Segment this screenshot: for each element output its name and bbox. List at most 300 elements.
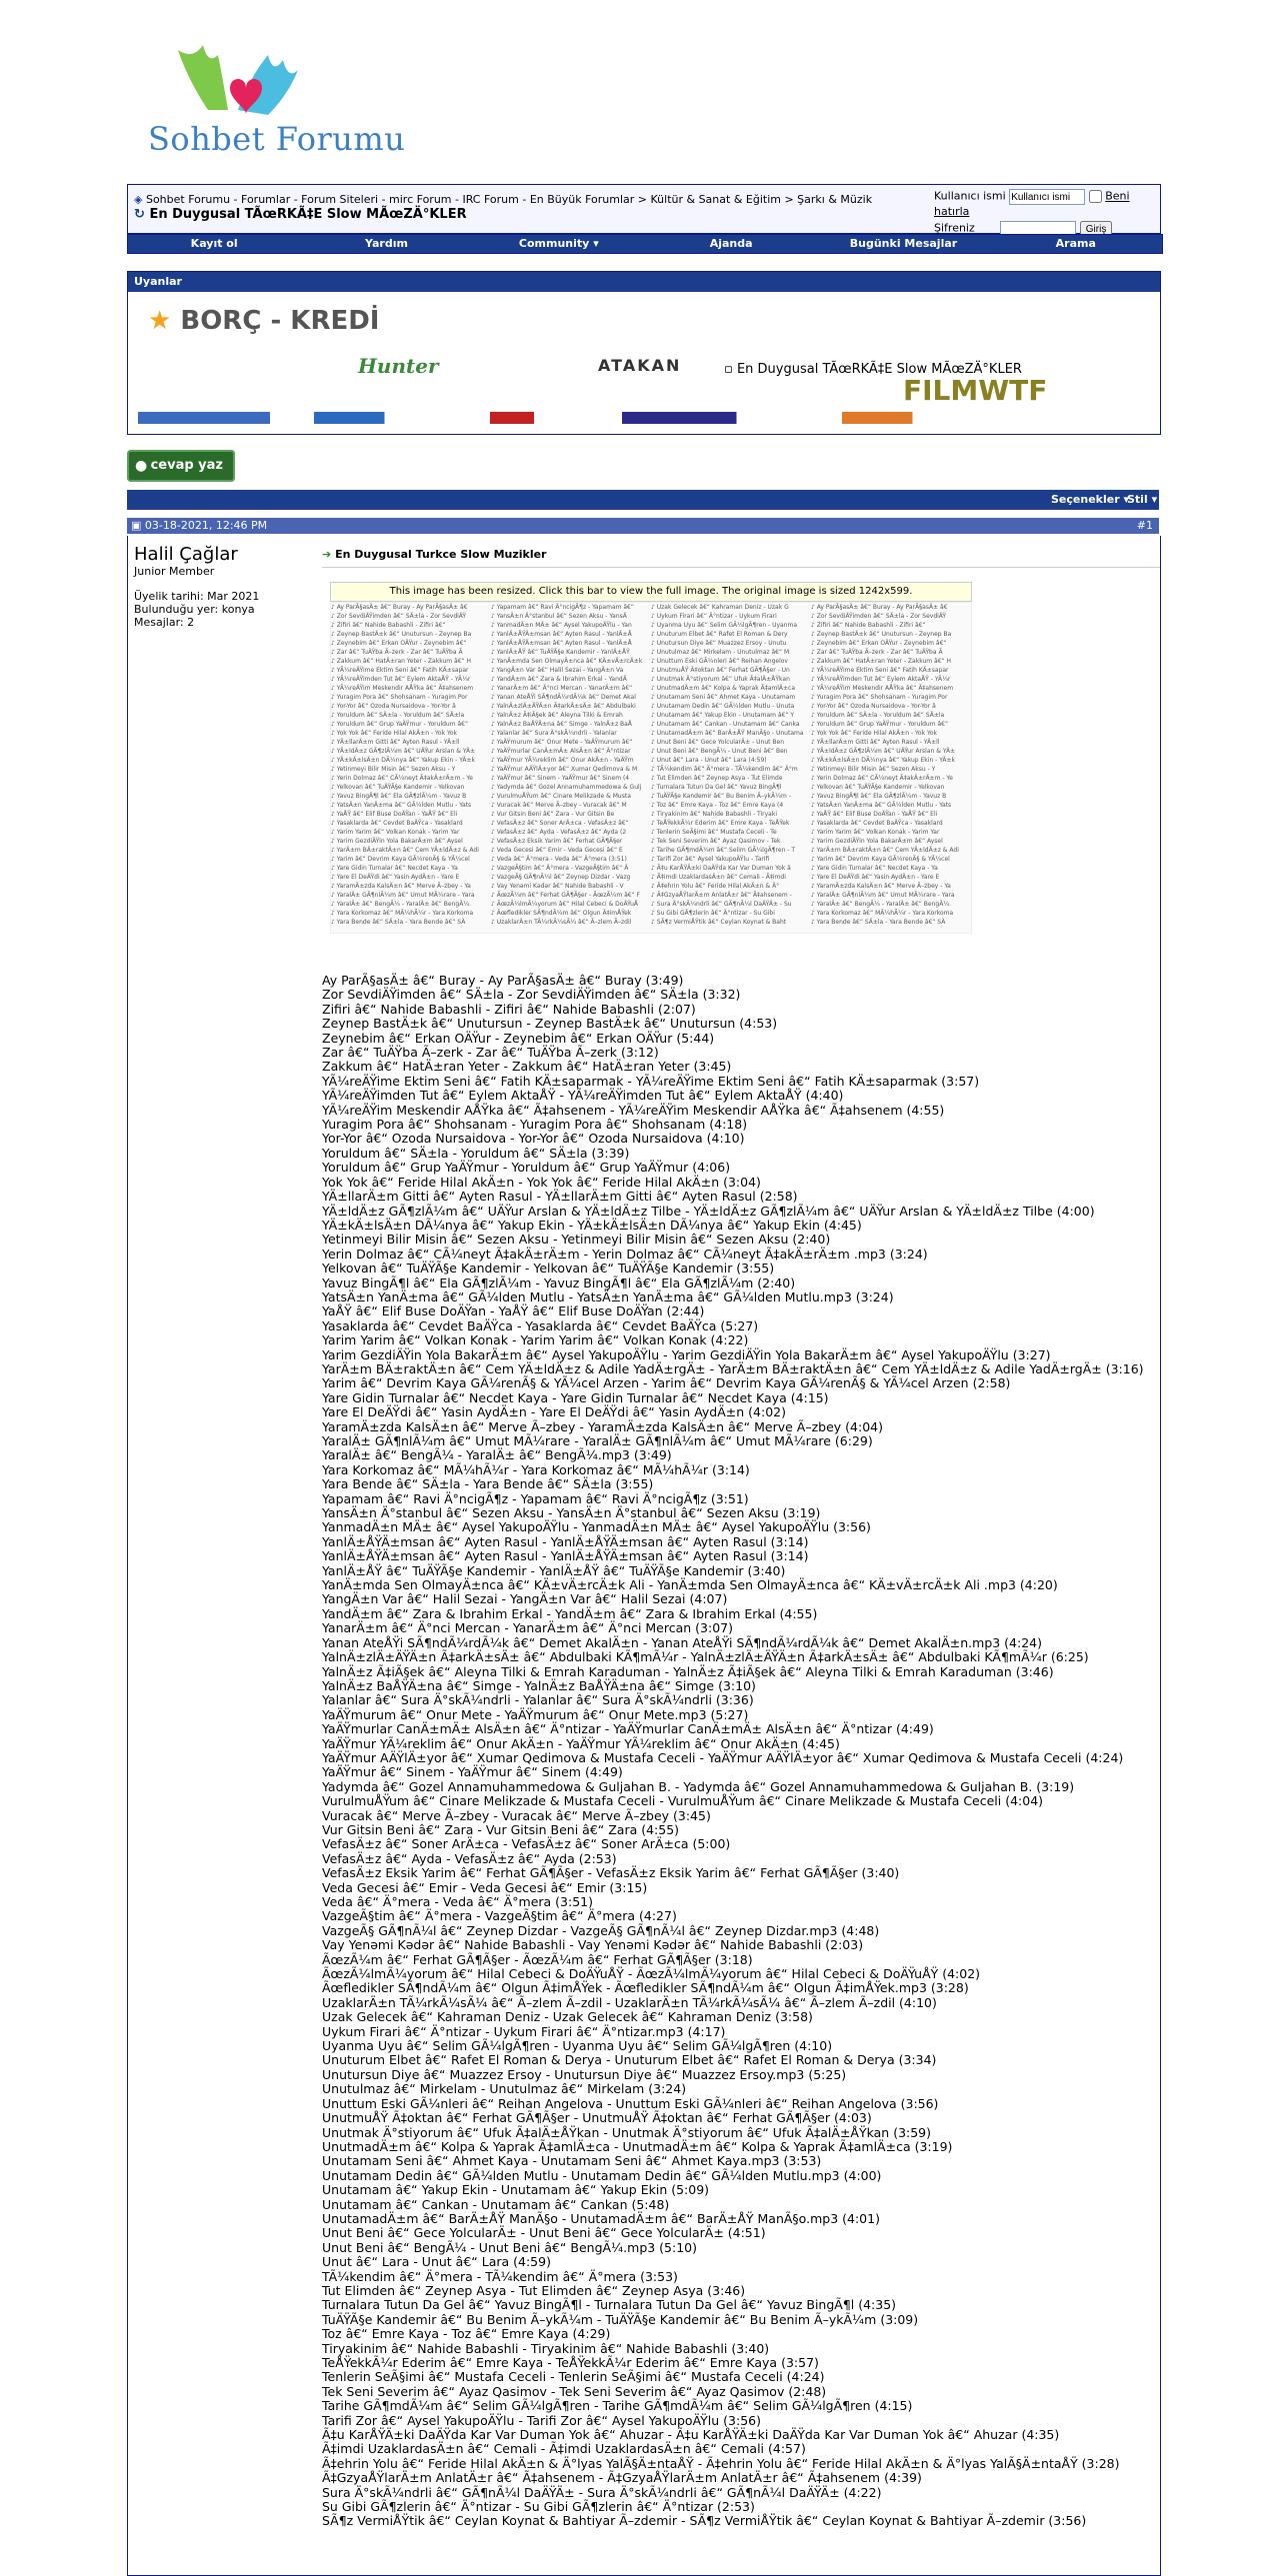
playlist-line: ♪ Unutursun Diye â€“ Muazzez Ersoy - Unutu — [651, 640, 787, 647]
track-item: YaÄŸmur YÃ¼reklim â€“ Onur AkÄ±n - YaÄŸmur YÃ¼reklim â€“ Onur AkÄ±n (4:45) — [322, 1735, 840, 1751]
track-item: YÃ¼reÄŸimden Tut â€“ Eylem AktaÅŸ - YÃ¼reÄŸimden Tut â€“ Eylem AktaÅŸ (4:40) — [322, 1088, 844, 1104]
arrow-right-icon: ➔ — [322, 548, 332, 561]
playlist-line: ♪ Yara Korkomaz â€“ MÃ¼hÃ¼r - Yara Korkoma — [811, 910, 954, 917]
track-item: YaramÄ±zda KalsÄ±n â€“ Merve Ã–zbey - YaramÄ±zda KalsÄ±n â€“ Merve Ã–zbey (4:04) — [322, 1418, 883, 1434]
playlist-line: ♪ YÄ±ldÄ±z GÃ¶zlÃ¼m â€“ UÄŸur Arslan & YÄ± — [811, 748, 956, 755]
ad-strip-logos[interactable] — [138, 412, 1018, 424]
playlist-line: ♪ ÃœzÃ¼lmÃ¼yorum â€“ Hilal Cebeci & DoÄŸuÅ — [491, 901, 638, 908]
playlist-line: ♪ Zeynep BastÄ±k â€“ Unutursun - Zeynep Ba — [811, 631, 952, 638]
track-item: Yare El DeÄŸdi â€“ Yasin AydÄ±n - Yare El DeÄŸdi â€“ Yasin AydÄ±n (4:02) — [322, 1404, 786, 1420]
track-item: YaÄŸmurum â€“ Onur Mete - YaÄŸmurum â€“ Onur Mete.mp3 (5:27) — [322, 1706, 749, 1722]
playlist-line: ♪ Uyanma Uyu â€“ Selim GÃ¼lgÃ¶ren - Uyanma — [651, 622, 798, 629]
playlist-line: ♪ Unut Beni â€“ Gece YolcularÄ± - Unut Ben — [651, 739, 785, 746]
ad-hunter[interactable]: Hunter — [358, 354, 439, 378]
playlist-line: ♪ YaralÄ± GÃ¶nlÃ¼m â€“ Umut MÃ¼rare - Yara — [811, 892, 955, 899]
ads-panel — [127, 271, 1161, 435]
speech-bubble-icon: ● — [135, 458, 148, 474]
track-item: ÃœzÃ¼lmÃ¼yorum â€“ Hilal Cebeci & DoÄŸuÅŸ - ÃœzÃ¼lmÃ¼yorum â€“ Hilal Cebeci & DoÄŸuÅŸ (4:02) — [322, 1966, 981, 1982]
playlist-line: ♪ Yok Yok â€“ Feride Hilal AkÄ±n - Yok Yok — [331, 730, 457, 737]
playlist-line: ♪ Tek Seni Severim â€“ Ayaz Qasimov - Tek — [651, 838, 781, 845]
track-item: Yadymda â€“ Gozel Annamuhammedowa & Guljahan B. - Yadymda â€“ Gozel Annamuhammedowa & Guljahan B. (3:19) — [322, 1778, 1075, 1794]
track-item: Vuracak â€“ Merve Ã–zbey - Vuracak â€“ Merve Ã–zbey (3:45) — [322, 1807, 711, 1823]
playlist-line: ♪ YaÄŸmur â€“ Sinem - YaÄŸmur â€“ Sinem (4 — [491, 775, 630, 782]
playlist-line: ♪ YÄ±kÄ±lsÄ±n DÃ¼nya â€“ Yakup Ekin - YÄ±k — [811, 757, 956, 764]
thread-title — [134, 207, 467, 222]
thread-tools-bar — [127, 490, 1159, 510]
playlist-line: ♪ YandÄ±m â€“ Zara & Ibrahim Erkal - YandÄ — [491, 676, 627, 683]
track-item: YanmadÄ±n MÄ± â€“ Aysel YakupoÄŸlu - YanmadÄ±n MÄ± â€“ Aysel YakupoÄŸlu (3:56) — [322, 1519, 871, 1535]
track-item: YarÄ±m BÄ±raktÄ±n â€“ Cem YÄ±ldÄ±z & Adile YadÄ±rgÄ± - YarÄ±m BÄ±raktÄ±n â€“ Cem YÄ±ldÄ±z & Adile YadÄ±rgÄ± (3:16) — [322, 1360, 1144, 1376]
display-style[interactable]: Stil ▾ — [1127, 493, 1158, 506]
track-item: YÃ¼reÄŸime Ektim Seni â€“ Fatih KÄ±saparmak - YÃ¼reÄŸime Ektim Seni â€“ Fatih KÄ±saparmak (3:57) — [322, 1073, 980, 1089]
playlist-line: ♪ Yalanlar â€“ Sura Ä°skÃ¼ndrli - Yalanlar — [491, 730, 617, 737]
playlist-line: ♪ YalnÄ±zlÄ±ÄŸÄ±n Ã‡arkÄ±sÄ± â€“ Abdulbaki — [491, 703, 636, 710]
playlist-line: ♪ Unuturum Elbet â€“ Rafet El Roman & Dery — [651, 631, 788, 638]
playlist-line: ♪ VazgeÃ§tim â€“ Ä°mera - VazgeÃ§tim â€“ Ä — [491, 865, 629, 872]
track-item: TÃ¼kendim â€“ Ä°mera - TÃ¼kendim â€“ Ä°mera (3:53) — [322, 2268, 678, 2284]
nav-calendar[interactable]: Ajanda — [709, 237, 753, 250]
track-item: Unutamam Dedin â€“ GÃ¼lden Mutlu - Unutamam Dedin â€“ GÃ¼lden Mutlu.mp3 (4:00) — [322, 2167, 882, 2183]
playlist-line: ♪ Yarim Yarim â€“ Volkan Konak - Yarim Yar — [811, 829, 940, 836]
track-list — [322, 974, 1160, 2529]
playlist-line: ♪ YaramÄ±zda KalsÄ±n â€“ Merve Ã–zbey - Ya — [811, 883, 951, 890]
post-number[interactable]: #1 — [1136, 519, 1153, 532]
track-item: YÄ±kÄ±lsÄ±n DÃ¼nya â€“ Yakup Ekin - YÄ±kÄ±lsÄ±n DÃ¼nya â€“ Yakup Ekin (4:45) — [322, 1217, 862, 1233]
playlist-line: ♪ YaÄŸmur YÃ¼reklim â€“ Onur AkÄ±n - YaÄŸm — [491, 757, 634, 764]
track-item: Yare Gidin Turnalar â€“ Necdet Kaya - Yare Gidin Turnalar â€“ Necdet Kaya (4:15) — [322, 1389, 829, 1405]
playlist-line: ♪ Sura Ä°skÃ¼ndrli â€“ GÃ¶nÃ¼l DaÄŸÄ± - Su — [651, 901, 792, 908]
track-item: YaralÄ± GÃ¶nlÃ¼m â€“ Umut MÃ¼rare - YaralÄ± GÃ¶nlÃ¼m â€“ Umut MÃ¼rare (6:29) — [322, 1433, 873, 1448]
playlist-line: ♪ Unutulmaz â€“ Mirkelam - Unutulmaz â€“ M — [651, 649, 790, 656]
playlist-line: ♪ Zor SevdiÄŸimden â€“ SÄ±la - Zor SevdiÄŸ — [331, 613, 467, 620]
ad-alt-text: En Duygusal TÃœRKÃ‡E Slow MÃœZÄ°KLER — [736, 362, 1022, 377]
playlist-line: ♪ YatsÄ±n YanÄ±ma â€“ GÃ¼lden Mutlu - Yats — [811, 802, 952, 809]
track-item: Ã‡GzyaÅŸlarÄ±m AnlatÄ±r â€“ Ã‡ahsenem - Ã‡GzyaÅŸlarÄ±m AnlatÄ±r â€“ Ã‡ahsenem (4:39) — [322, 2470, 922, 2486]
track-item: VefasÄ±z â€“ Ayda - VefasÄ±z â€“ Ayda (2:53) — [322, 1850, 617, 1866]
playlist-line: ♪ Yelkovan â€“ TuÄŸÃ§e Kandemir - Yelkovan — [331, 784, 465, 791]
login-form — [934, 189, 1154, 237]
track-item: UnutmadÄ±m â€“ Kolpa & Yaprak Ã‡amlÄ±ca - UnutmadÄ±m â€“ Kolpa & Yaprak Ã‡amlÄ±ca (3:19) — [322, 2138, 953, 2154]
track-item: Unutursun Diye â€“ Muazzez Ersoy - Unutursun Diye â€“ Muazzez Ersoy.mp3 (5:25) — [322, 2066, 847, 2082]
playlist-line: ♪ Su Gibi GÃ¶zlerin â€“ Ä°ntizar - Su Gibi — [651, 910, 775, 917]
track-item: VefasÄ±z â€“ Soner ArÄ±ca - VefasÄ±z â€“ Soner ArÄ±ca (5:00) — [322, 1836, 731, 1852]
user-location: Bulunduğu yer: konya — [134, 603, 255, 616]
playlist-line: ♪ Yoruldum â€“ SÄ±la - Yoruldum â€“ SÄ±la — [331, 712, 465, 719]
playlist-line: ♪ YÃ¼reÄŸim Meskendir AÅŸka â€“ Ã‡ahsenem — [811, 685, 954, 692]
username-label: Kullanıcı ismi — [934, 189, 1006, 203]
playlist-line: ♪ YÄ±llarÄ±m Gitti â€“ Ayten Rasul - YÄ±ll — [331, 739, 460, 746]
track-item: YanlÄ±ÅŸÄ±msan â€“ Ayten Rasul - YanlÄ±ÅŸÄ±msan â€“ Ayten Rasul (3:14) — [322, 1548, 809, 1564]
track-item: Zakkum â€“ HatÄ±ran Yeter - Zakkum â€“ HatÄ±ran Yeter (3:45) — [322, 1059, 732, 1075]
track-item: Yavuz BingÃ¶l â€“ Ela GÃ¶zlÃ¼m - Yavuz BingÃ¶l â€“ Ela GÃ¶zlÃ¼m (2:40) — [322, 1275, 796, 1290]
breadcrumb — [134, 193, 872, 206]
playlist-line: ♪ Yor-Yor â€“ Ozoda Nursaidova - Yor-Yor â — [811, 703, 936, 710]
track-item: VurulmuÅŸum â€“ Cinare Melikzade & Mustafa Ceceli - VurulmuÅŸum â€“ Cinare Melikzade & Mustafa Ceceli (4:04) — [322, 1793, 1044, 1809]
playlist-line: ♪ YaÄŸmurlar CanÄ±mÄ± AlsÄ±n â€“ Ä°ntizar — [491, 748, 631, 755]
track-item: Yok Yok â€“ Feride Hilal AkÄ±n - Yok Yok â€“ Feride Hilal AkÄ±n (3:04) — [322, 1174, 761, 1190]
track-item: YaÄŸmur â€“ Sinem - YaÄŸmur â€“ Sinem (4:49) — [322, 1764, 623, 1780]
playlist-line: ♪ Ã‡GzyaÅŸlarÄ±m AnlatÄ±r â€“ Ã‡ahsenem - — [651, 892, 792, 899]
playlist-line: ♪ Yelkovan â€“ TuÄŸÃ§e Kandemir - Yelkovan — [811, 784, 945, 791]
playlist-line: ♪ YÄ±kÄ±lsÄ±n DÃ¼nya â€“ Yakup Ekin - YÄ±k — [331, 757, 476, 764]
playlist-line: ♪ YÄ±ldÄ±z GÃ¶zlÃ¼m â€“ UÄŸur Arslan & YÄ± — [331, 748, 476, 755]
playlist-line: ♪ Yetinmeyi Bilir Misin â€“ Sezen Aksu - Y — [331, 766, 456, 773]
track-item: Unut â€“ Lara - Unut â€“ Lara (4:59) — [322, 2254, 551, 2270]
playlist-line: ♪ YanarÄ±m â€“ Ä°nci Mercan - YanarÄ±m â€“ — [491, 685, 633, 692]
track-item: SÃ¶z VermiÅŸtik â€“ Ceylan Koynat & Bahtiyar Ã–zdemir - SÃ¶z VermiÅŸtik â€“ Ceylan Koynat & Bahtiyar Ã–zdemir (3:56) — [322, 2513, 1087, 2529]
playlist-line: ♪ Yetinmeyi Bilir Misin â€“ Sezen Aksu - Y — [811, 766, 936, 773]
track-item: Yara Bende â€“ SÄ±la - Yara Bende â€“ SÄ±la (3:55) — [322, 1476, 654, 1492]
playlist-line: ♪ Unutamam Seni â€“ Ahmet Kaya - Unutamam — [651, 694, 796, 701]
playlist-line: ♪ Veda â€“ Ä°mera - Veda â€“ Ä°mera (3:51) — [491, 856, 627, 863]
playlist-line: ♪ YaÅŸ â€“ Elif Buse DoÄŸan - YaÅŸ â€“ Eli — [811, 811, 938, 818]
playlist-line: ♪ Yoruldum â€“ Grup YaÄŸmur - Yoruldum â€“ — [811, 721, 949, 728]
track-item: UnutmuÅŸ Ã‡oktan â€“ Ferhat GÃ¶Ã§er - UnutmuÅŸ Ã‡oktan â€“ Ferhat GÃ¶Ã§er (4:03) — [322, 2110, 872, 2126]
post-header — [127, 518, 1159, 534]
track-item: Yerin Dolmaz â€“ CÃ¼neyt Ã‡akÄ±rÄ±m - Yerin Dolmaz â€“ CÃ¼neyt Ã‡akÄ±rÄ±m .mp3 (3:24) — [322, 1246, 928, 1262]
playlist-line: ♪ Ay ParÃ§asÄ± â€“ Buray - Ay ParÃ§asÄ± â€ — [811, 604, 948, 611]
ads-title: Uyanlar — [128, 272, 1160, 292]
track-item: Zor SevdiÄŸimden â€“ SÄ±la - Zor SevdiÄŸimden â€“ SÄ±la (3:32) — [322, 987, 741, 1003]
playlist-line: ♪ YanÄ±mda Sen OlmayÄ±nca â€“ KÄ±vÄ±rcÄ±k — [491, 658, 643, 665]
playlist-line: ♪ YatsÄ±n YanÄ±ma â€“ GÃ¼lden Mutlu - Yats — [331, 802, 472, 809]
track-item: YÃ¼reÄŸim Meskendir AÅŸka â€“ Ã‡ahsenem - YÃ¼reÄŸim Meskendir AÅŸka â€“ Ã‡ahsenem (4:55) — [322, 1102, 945, 1118]
track-item: Yoruldum â€“ SÄ±la - Yoruldum â€“ SÄ±la (3:39) — [322, 1145, 630, 1161]
playlist-line: ♪ Zifiri â€“ Nahide Babashli - Zifiri â€“ — [331, 622, 446, 629]
track-item: YaÅŸ â€“ Elif Buse DoÄŸan - YaÅŸ â€“ Elif Buse DoÄŸan (2:44) — [322, 1303, 705, 1319]
playlist-line: ♪ YansÄ±n Ä°stanbul â€“ Sezen Aksu - YansÄ — [491, 613, 627, 620]
playlist-line: ♪ VefasÄ±z Eksik Yarim â€“ Ferhat GÃ¶Ã§er — [491, 838, 623, 845]
playlist-line: ♪ YaramÄ±zda KalsÄ±n â€“ Merve Ã–zbey - Ya — [331, 883, 471, 890]
playlist-line: ♪ YalnÄ±z Ã‡iÃ§ek â€“ Aleyna Tilki & Emrah — [491, 712, 623, 719]
playlist-line: ♪ Ãœfledikler SÃ¶ndÃ¼m â€“ Olgun Ã‡imÅŸek — [491, 910, 632, 917]
playlist-line: ♪ Zar â€“ TuÄŸba Ã–zerk - Zar â€“ TuÄŸba Ã — [811, 649, 943, 656]
breadcrumb-link[interactable]: Sohbet Forumu - Forumlar - Forum Siteleri - mirc Forum - IRC Forum - En Büyük Forumlar > Kültür & Sanat & Eğitim > Şarkı & Müzik — [145, 193, 873, 206]
track-item: TeÅŸekkÃ¼r Ederim â€“ Emre Kaya - TeÅŸekkÃ¼r Ederim â€“ Emre Kaya (3:57) — [322, 2355, 819, 2370]
playlist-line: ♪ YÃ¼reÄŸime Ektim Seni â€“ Fatih KÄ±sapar — [331, 667, 469, 674]
track-item: ÃœzÃ¼m â€“ Ferhat GÃ¶Ã§er - ÃœzÃ¼m â€“ Ferhat GÃ¶Ã§er (3:18) — [322, 1951, 753, 1967]
track-item: YanarÄ±m â€“ Ä°nci Mercan - YanarÄ±m â€“ Ä°nci Mercan (3:07) — [322, 1620, 733, 1636]
playlist-line: ♪ Zakkum â€“ HatÄ±ran Yeter - Zakkum â€“ H — [811, 658, 952, 665]
playlist-line: ♪ Yasaklarda â€“ Cevdet BaÄŸca - Yasaklard — [811, 820, 943, 827]
playlist-line: ♪ Yare El DeÄŸdi â€“ Yasin AydÄ±n - Yare E — [331, 874, 460, 881]
post — [127, 536, 1161, 2576]
thread-title-text: En Duygusal TÃœRKÃ‡E Slow MÃœZÄ°KLER — [149, 207, 467, 222]
track-item: Tenlerin SeÃ§imi â€“ Mustafa Ceceli - Tenlerin SeÃ§imi â€“ Mustafa Ceceli (4:24) — [322, 2369, 825, 2385]
track-item: VefasÄ±z Eksik Yarim â€“ Ferhat GÃ¶Ã§er - VefasÄ±z Eksik Yarim â€“ Ferhat GÃ¶Ã§er (3:40) — [322, 1865, 900, 1881]
track-item: Yalanlar â€“ Sura Ä°skÃ¼ndrli - Yalanlar â€“ Sura Ä°skÃ¼ndrli (3:36) — [322, 1692, 754, 1708]
track-item: Unutamam â€“ Yakup Ekin - Unutamam â€“ Yakup Ekin (5:09) — [322, 2182, 710, 2198]
playlist-line: ♪ Yavuz BingÃ¶l â€“ Ela GÃ¶zlÃ¼m - Yavuz B — [811, 793, 947, 800]
track-item: Yasaklarda â€“ Cevdet BaÄŸca - Yasaklarda â€“ Cevdet BaÄŸca (5:27) — [322, 1317, 759, 1333]
user-title: Junior Member — [134, 565, 215, 578]
playlist-line: ♪ Yadymda â€“ Gozel Annamuhammedowa & Gulj — [491, 784, 642, 791]
playlist-line: ♪ Yare Gidin Turnalar â€“ Necdet Kaya - Ya — [331, 865, 458, 872]
playlist-line: ♪ Yarim GezdiÄŸin Yola BakarÄ±m â€“ Aysel — [811, 838, 943, 845]
site-logo[interactable] — [148, 40, 408, 165]
track-item: Uzak Gelecek â€“ Kahraman Deniz - Uzak Gelecek â€“ Kahraman Deniz (3:58) — [322, 2009, 813, 2025]
track-item: YalnÄ±z BaÅŸÄ±na â€“ Simge - YalnÄ±z BaÅŸÄ±na â€“ Simge (3:10) — [322, 1677, 756, 1693]
username[interactable]: Halil Çağlar — [134, 544, 238, 565]
track-item: Tarifi Zor â€“ Aysel YakupoÄŸlu - Tarifi Zor â€“ Aysel YakupoÄŸlu (3:56) — [322, 2412, 761, 2428]
playlist-line: ♪ YaÄŸmur AÄŸlÄ±yor â€“ Xumar Qedimova & M — [491, 766, 638, 773]
track-item: Tek Seni Severim â€“ Ayaz Qasimov - Tek Seni Severim â€“ Ayaz Qasimov (2:48) — [322, 2383, 827, 2399]
track-item: Ã‡imdi UzaklardasÄ±n â€“ Cemali - Ã‡imdi UzaklardasÄ±n â€“ Cemali (4:57) — [322, 2441, 806, 2457]
track-item: Yuragim Pora â€“ Shohsanam - Yuragim Pora â€“ Shohsanam (4:18) — [322, 1117, 748, 1133]
playlist-line: ♪ Yara Korkomaz â€“ MÃ¼hÃ¼r - Yara Korkoma — [331, 910, 474, 917]
logo-hands-icon — [148, 40, 348, 130]
playlist-line: ♪ UzaklarÄ±n TÃ¼rkÃ¼sÃ¼ â€“ Ã–zlem Ã–zdil — [491, 919, 632, 926]
reply-label: cevap yaz — [150, 458, 223, 473]
main-nav — [127, 234, 1163, 254]
post-date: 03-18-2021, 12:46 PM — [144, 519, 268, 532]
playlist-line: ♪ VefasÄ±z â€“ Ayda - VefasÄ±z â€“ Ayda (2 — [491, 829, 627, 836]
playlist-line: ♪ Yasaklarda â€“ Cevdet BaÄŸca - Yasaklard — [331, 820, 463, 827]
track-item: UnutamadÄ±m â€“ BarÄ±ÅŸ ManÃ§o - UnutamadÄ±m â€“ BarÄ±ÅŸ ManÃ§o.mp3 (4:01) — [322, 2210, 880, 2226]
playlist-line: ♪ YanlÄ±ÅŸÄ±msan â€“ Ayten Rasul - YanlÄ±Å — [491, 640, 632, 647]
track-item: Unut Beni â€“ Gece YolcularÄ± - Unut Beni â€“ Gece YolcularÄ± (4:51) — [322, 2225, 766, 2241]
nav-register[interactable]: Kayıt ol — [190, 237, 238, 250]
track-item: Unutamam Seni â€“ Ahmet Kaya - Unutamam Seni â€“ Ahmet Kaya.mp3 (3:53) — [322, 2153, 822, 2169]
playlist-line: ♪ Uykum Firari â€“ Ä°ntizar - Uykum Firari — [651, 613, 777, 620]
playlist-line: ♪ TeÅŸekkÃ¼r Ederim â€“ Emre Kaya - TeÅŸek — [651, 820, 790, 827]
playlist-line: ♪ Zifiri â€“ Nahide Babashli - Zifiri â€“ — [811, 622, 926, 629]
track-item: Unut Beni â€“ BengÃ¼ - Unut Beni â€“ BengÃ¼.mp3 (5:10) — [322, 2239, 697, 2255]
remember-checkbox[interactable] — [1089, 190, 1102, 203]
logo-text: Sohbet Forumu — [148, 120, 406, 158]
nav-help[interactable]: Yardım — [365, 237, 408, 250]
playlist-line: ♪ YÃ¼reÄŸime Ektim Seni â€“ Fatih KÄ±sapar — [811, 667, 949, 674]
reload-icon[interactable]: ↻ — [134, 207, 145, 222]
playlist-line: ♪ YaÅŸ â€“ Elif Buse DoÄŸan - YaÅŸ â€“ Eli — [331, 811, 458, 818]
playlist-line: ♪ Yuragim Pora â€“ Shohsanam - Yuragim Por — [811, 694, 948, 701]
track-item: Unuttum Eski GÃ¼nleri â€“ Reihan Angelova - Unuttum Eski GÃ¼nleri â€“ Reihan Angelova (3:56) — [322, 2095, 939, 2111]
playlist-line: ♪ Zakkum â€“ HatÄ±ran Yeter - Zakkum â€“ H — [331, 658, 472, 665]
playlist-line: ♪ Yare Gidin Turnalar â€“ Necdet Kaya - Ya — [811, 865, 938, 872]
track-item: VazgeÃ§tim â€“ Ä°mera - VazgeÃ§tim â€“ Ä°mera (4:27) — [322, 1908, 677, 1924]
playlist-line: ♪ Yarim â€“ Devrim Kaya GÃ¼renÃ§ & YÃ¼cel — [331, 856, 470, 863]
playlist-line: ♪ Yoruldum â€“ Grup YaÄŸmur - Yoruldum â€“ — [331, 721, 469, 728]
track-item: Zar â€“ TuÄŸba Ã–zerk - Zar â€“ TuÄŸba Ã–zerk (3:12) — [322, 1045, 659, 1061]
track-item: YÄ±ldÄ±z GÃ¶zlÃ¼m â€“ UÄŸur Arslan & YÄ±ldÄ±z Tilbe - YÄ±ldÄ±z GÃ¶zlÃ¼m â€“ UÄŸur Arslan & YÄ±ldÄ±z Tilbe (4:00) — [322, 1203, 1095, 1219]
playlist-line: ♪ Turnalara Tutun Da Gel â€“ Yavuz BingÃ¶l — [651, 784, 782, 791]
playlist-line: ♪ Veda Gecesi â€“ Emir - Veda Gecesi â€“ E — [491, 847, 623, 854]
playlist-line: ♪ TÃ¼kendim â€“ Ä°mera - TÃ¼kendim â€“ Ä°m — [651, 766, 798, 773]
playlist-line: ♪ Tenlerin SeÃ§imi â€“ Mustafa Ceceli - Te — [651, 829, 777, 836]
track-item: TuÄŸÃ§e Kandemir â€“ Bu Benim Ã–ykÃ¼m - TuÄŸÃ§e Kandemir â€“ Bu Benim Ã–ykÃ¼m (3:09) — [322, 2311, 919, 2327]
track-item: YanÄ±mda Sen OlmayÄ±nca â€“ KÄ±vÄ±rcÄ±k Ali - YanÄ±mda Sen OlmayÄ±nca â€“ KÄ±vÄ±rcÄ±k Ali .mp3 (4:20) — [322, 1577, 1058, 1593]
playlist-line: ♪ Zor SevdiÄŸimden â€“ SÄ±la - Zor SevdiÄŸ — [811, 613, 947, 620]
playlist-line: ♪ TuÄŸÃ§e Kandemir â€“ Bu Benim Ã–ykÃ¼m - — [651, 793, 791, 800]
track-item: YaralÄ± â€“ BengÃ¼ - YaralÄ± â€“ BengÃ¼.mp3 (3:49) — [322, 1447, 672, 1463]
playlist-line: ♪ Zeynebim â€“ Erkan OÄŸur - Zeynebim â€“ — [811, 640, 947, 647]
playlist-line: ♪ Yor-Yor â€“ Ozoda Nursaidova - Yor-Yor â — [331, 703, 456, 710]
username-input[interactable] — [1009, 189, 1085, 205]
track-item: Su Gibi GÃ¶zlerin â€“ Ä°ntizar - Su Gibi GÃ¶zlerin â€“ Ä°ntizar (2:53) — [322, 2499, 755, 2515]
chevron-down-icon: ▾ — [593, 237, 599, 250]
playlist-line: ♪ Yarim â€“ Devrim Kaya GÃ¼renÃ§ & YÃ¼cel — [811, 856, 950, 863]
ad-brand-label: BORÇ - KREDİ — [180, 306, 380, 336]
playlist-line: ♪ Yara Bende â€“ SÄ±la - Yara Bende â€“ SÄ — [331, 919, 466, 926]
playlist-line: ♪ YarÄ±m BÄ±raktÄ±n â€“ Cem YÄ±ldÄ±z & Adi — [331, 847, 479, 854]
track-item: Yarim â€“ Devrim Kaya GÃ¼renÃ§ & YÃ¼cel Arzen - Yarim â€“ Devrim Kaya GÃ¼renÃ§ & YÃ¼cel Arzen (2:58) — [322, 1375, 1011, 1391]
playlist-image[interactable] — [330, 602, 972, 934]
playlist-line: ♪ Yare El DeÄŸdi â€“ Yasin AydÄ±n - Yare E — [811, 874, 940, 881]
playlist-line: ♪ Ã‡u KarÅŸÄ±ki DaÄŸda Kar Var Duman Yok â — [651, 865, 791, 872]
user-joined: Üyelik tarihi: Mar 2021 — [134, 590, 260, 603]
playlist-line: ♪ YaralÄ± GÃ¶nlÃ¼m â€“ Umut MÃ¼rare - Yara — [331, 892, 475, 899]
track-item: Veda â€“ Ä°mera - Veda â€“ Ä°mera (3:51) — [322, 1894, 593, 1909]
track-item: Zeynep BastÄ±k â€“ Unutursun - Zeynep BastÄ±k â€“ Unutursun (4:53) — [322, 1016, 778, 1032]
track-item: Unutamam â€“ Cankan - Unutamam â€“ Cankan (5:48) — [322, 2196, 670, 2212]
playlist-line: ♪ Vur Gitsin Beni â€“ Zara - Vur Gitsin Be — [491, 811, 615, 818]
playlist-line: ♪ Tiryakinim â€“ Nahide Babashli - Tiryaki — [651, 811, 777, 818]
nav-todays-posts[interactable]: Bugünki Mesajlar — [849, 237, 958, 250]
track-item: Tarihe GÃ¶mdÃ¼m â€“ Selim GÃ¼lgÃ¶ren - Tarihe GÃ¶mdÃ¼m â€“ Selim GÃ¼lgÃ¶ren (4:15) — [322, 2398, 913, 2414]
nav-search[interactable]: Arama — [1055, 237, 1096, 250]
playlist-line: ♪ Yerin Dolmaz â€“ CÃ¼neyt Ã‡akÄ±rÄ±m - Ye — [811, 775, 953, 782]
track-item: Yor-Yor â€“ Ozoda Nursaidova - Yor-Yor â€“ Ozoda Nursaidova (4:10) — [322, 1131, 745, 1147]
reply-button[interactable] — [127, 450, 235, 482]
track-item: Tiryakinim â€“ Nahide Babashli - Tiryakinim â€“ Nahide Babashli (3:40) — [322, 2340, 770, 2356]
playlist-line: ♪ Yara Bende â€“ SÄ±la - Yara Bende â€“ SÄ — [811, 919, 946, 926]
home-icon[interactable]: ◈ — [134, 193, 143, 206]
track-item: Zeynebim â€“ Erkan OÄŸur - Zeynebim â€“ Erkan OÄŸur (5:44) — [322, 1030, 715, 1046]
track-item: YalnÄ±z Ã‡iÃ§ek â€“ Aleyna Tilki & Emrah Karaduman - YalnÄ±z Ã‡iÃ§ek â€“ Aleyna Tilki & Emrah Karaduman (3:46) — [322, 1663, 1054, 1679]
playlist-line: ♪ Unutamam â€“ Cankan - Unutamam â€“ Canka — [651, 721, 800, 728]
track-item: Yara Korkomaz â€“ MÃ¼hÃ¼r - Yara Korkomaz â€“ MÃ¼hÃ¼r (3:14) — [322, 1461, 750, 1477]
track-item: Toz â€“ Emre Kaya - Toz â€“ Emre Kaya (4:29) — [322, 2326, 611, 2342]
track-item: Ã‡ehrin Yolu â€“ Feride Hilal AkÄ±n & Ä°lyas YalÃ§Ä±ntaÅŸ - Ã‡ehrin Yolu â€“ Feride Hilal AkÄ±n & Ä°lyas YalÃ§Ä±ntaÅŸ (3:28) — [322, 2455, 1120, 2471]
thread-options[interactable]: Seçenekler ▾ — [1051, 493, 1129, 506]
ad-filmwtf[interactable]: FILMWTF — [903, 374, 1048, 407]
track-item: Veda Gecesi â€“ Emir - Veda Gecesi â€“ Emir (3:15) — [322, 1879, 648, 1895]
playlist-line: ♪ Zar â€“ TuÄŸba Ã–zerk - Zar â€“ TuÄŸba Ã — [331, 649, 463, 656]
playlist-line: ♪ YaÄŸmurum â€“ Onur Mete - YaÄŸmurum â€“ — [491, 739, 633, 746]
track-item: Ã‡u KarÅŸÄ±ki DaÄŸda Kar Var Duman Yok â€“ Ahuzar - Ã‡u KarÅŸÄ±ki DaÄŸda Kar Var Duman Yok â€“ Ahuzar (4:35) — [322, 2427, 1060, 2443]
track-item: Yanan AteÅŸi SÃ¶ndÃ¼rdÃ¼k â€“ Demet AkalÄ±n - Yanan AteÅŸi SÃ¶ndÃ¼rdÃ¼k â€“ Demet AkalÄ±n.mp3 (4:24) — [322, 1634, 1043, 1650]
track-item: Unutulmaz â€“ Mirkelam - Unutulmaz â€“ Mirkelam (3:24) — [322, 2081, 687, 2097]
track-item: Uykum Firari â€“ Ä°ntizar - Uykum Firari â€“ Ä°ntizar.mp3 (4:17) — [322, 2023, 726, 2039]
image-resize-bar[interactable]: This image has been resized. Click this bar to view the full image. The original image is sized 1242x599. — [330, 582, 972, 602]
playlist-line: ♪ Ã‡ehrin Yolu â€“ Feride Hilal AkÄ±n & Ä° — [651, 883, 780, 890]
track-item: YangÄ±n Var â€“ Halil Sezai - YangÄ±n Var â€“ Halil Sezai (4:07) — [322, 1591, 728, 1607]
track-item: Yarim GezdiÄŸin Yola BakarÄ±m â€“ Aysel YakupoÄŸlu - Yarim GezdiÄŸin Yola BakarÄ±m â€“ Aysel YakupoÄŸlu (3:27) — [322, 1346, 1051, 1362]
track-item: Yarim Yarim â€“ Volkan Konak - Yarim Yarim â€“ Volkan Konak (4:22) — [322, 1332, 749, 1348]
playlist-line: ♪ Toz â€“ Emre Kaya - Toz â€“ Emre Kaya (4 — [651, 802, 784, 809]
track-item: VazgeÃ§ GÃ¶nÃ¼l â€“ Zeynep Dizdar - VazgeÃ§ GÃ¶nÃ¼l â€“ Zeynep Dizdar.mp3 (4:48) — [322, 1922, 880, 1938]
remember-label[interactable]: Beni hatırla — [934, 189, 1130, 218]
track-item: Zifiri â€“ Nahide Babashli - Zifiri â€“ Nahide Babashli (2:07) — [322, 1001, 696, 1017]
track-item: Yapamam â€“ Ravi Ä°ncigÃ¶z - Yapamam â€“ Ravi Ä°ncigÃ¶z (3:51) — [322, 1490, 749, 1506]
playlist-line: ♪ YÃ¼reÄŸimden Tut â€“ Eylem AktaÅŸ - YÃ¼r — [331, 676, 471, 683]
nav-community[interactable]: Community ▾ — [518, 237, 599, 250]
playlist-line: ♪ SÃ¶z VermiÅŸtik â€“ Ceylan Koynat & Baht — [651, 919, 787, 926]
playlist-line: ♪ VazgeÃ§ GÃ¶nÃ¼l â€“ Zeynep Dizdar - Vazg — [491, 874, 631, 881]
track-item: Yoruldum â€“ Grup YaÄŸmur - Yoruldum â€“ Grup YaÄŸmur (4:06) — [322, 1160, 731, 1176]
navbar — [127, 184, 1161, 234]
track-item: Sura Ä°skÃ¼ndrli â€“ GÃ¶nÃ¼l DaÄŸÄ± - Sura Ä°skÃ¼ndrli â€“ GÃ¶nÃ¼l DaÄŸÄ± (4:22) — [322, 2484, 882, 2500]
playlist-line: ♪ YangÄ±n Var â€“ Halil Sezai - YangÄ±n Va — [491, 667, 624, 674]
playlist-line: ♪ Uzak Gelecek â€“ Kahraman Deniz - Uzak G — [651, 604, 789, 611]
playlist-line: ♪ UnutmadÄ±m â€“ Kolpa & Yaprak Ã‡amlÄ±ca — [651, 685, 796, 692]
track-item: YansÄ±n Ä°stanbul â€“ Sezen Aksu - YansÄ±n Ä°stanbul â€“ Sezen Aksu (3:19) — [322, 1505, 821, 1521]
playlist-line: ♪ ÃœzÃ¼m â€“ Ferhat GÃ¶Ã§er - ÃœzÃ¼m â€“ F — [491, 892, 641, 899]
playlist-line: ♪ Vuracak â€“ Merve Ã–zbey - Vuracak â€“ M — [491, 802, 627, 809]
playlist-line: ♪ Yerin Dolmaz â€“ CÃ¼neyt Ã‡akÄ±rÄ±m - Ye — [331, 775, 473, 782]
track-item: Tut Elimden â€“ Zeynep Asya - Tut Elimden â€“ Zeynep Asya (3:46) — [322, 2282, 746, 2298]
playlist-line: ♪ YaralÄ± â€“ BengÃ¼ - YaralÄ± â€“ BengÃ¼. — [811, 901, 952, 908]
playlist-line: ♪ Tarifi Zor â€“ Aysel YakupoÄŸlu - Tarifi — [651, 856, 770, 863]
track-item: YanlÄ±ÅŸ â€“ TuÄŸÃ§e Kandemir - YanlÄ±ÅŸ â€“ TuÄŸÃ§e Kandemir (3:40) — [322, 1562, 786, 1578]
playlist-line: ♪ Zeynep BastÄ±k â€“ Unutursun - Zeynep Ba — [331, 631, 472, 638]
track-item: Ãœfledikler SÃ¶ndÃ¼m â€“ Olgun Ã‡imÅŸek - Ãœfledikler SÃ¶ndÃ¼m â€“ Olgun Ã‡imÅŸek.mp3 (3:28) — [322, 1980, 969, 1996]
playlist-line: ♪ Vay Yenəmi Kədər â€“ Nahide Babashli - V — [491, 883, 624, 890]
user-posts: Mesajlar: 2 — [134, 616, 195, 629]
playlist-line: ♪ YalnÄ±z BaÅŸÄ±na â€“ Simge - YalnÄ±z BaÅ — [491, 721, 632, 728]
playlist-line: ♪ Yarim GezdiÄŸin Yola BakarÄ±m â€“ Aysel — [331, 838, 463, 845]
post-icon: ▣ — [131, 519, 142, 532]
playlist-line: ♪ UnutamadÄ±m â€“ BarÄ±ÅŸ ManÃ§o - Unutama — [651, 730, 804, 737]
playlist-line: ♪ YÃ¼reÄŸimden Tut â€“ Eylem AktaÅŸ - YÃ¼r — [811, 676, 951, 683]
playlist-line: ♪ Unut â€“ Lara - Unut â€“ Lara (4:59) — [651, 757, 767, 764]
playlist-line: ♪ UnutmuÅŸ Ã‡oktan â€“ Ferhat GÃ¶Ã§er - Un — [651, 667, 790, 674]
playlist-line: ♪ YanlÄ±ÅŸ â€“ TuÄŸÃ§e Kandemir - YanlÄ±ÅŸ — [491, 649, 630, 656]
track-item: Uyanma Uyu â€“ Selim GÃ¼lgÃ¶ren - Uyanma Uyu â€“ Selim GÃ¼lgÃ¶ren (4:10) — [322, 2038, 833, 2054]
track-item: Unutmak Ä°stiyorum â€“ Ufuk Ã‡alÄ±ÅŸkan - Unutmak Ä°stiyorum â€“ Ufuk Ã‡alÄ±ÅŸkan (3:59) — [322, 2124, 932, 2140]
playlist-line: ♪ Yoruldum â€“ SÄ±la - Yoruldum â€“ SÄ±la — [811, 712, 945, 719]
playlist-line: ♪ Yarim Yarim â€“ Volkan Konak - Yarim Yar — [331, 829, 460, 836]
playlist-line: ♪ VurulmuÅŸum â€“ Cinare Melikzade & Musta — [491, 793, 631, 800]
playlist-line: ♪ Yavuz BingÃ¶l â€“ Ela GÃ¶zlÃ¼m - Yavuz B — [331, 793, 467, 800]
track-item: Yelkovan â€“ TuÄŸÃ§e Kandemir - Yelkovan â€“ TuÄŸÃ§e Kandemir (3:55) — [322, 1261, 775, 1277]
playlist-line: ♪ Yapamam â€“ Ravi Ä°ncigÃ¶z - Yapamam â€“ — [491, 604, 634, 611]
playlist-line: ♪ YÃ¼reÄŸim Meskendir AÅŸka â€“ Ã‡ahsenem — [331, 685, 474, 692]
playlist-line: ♪ Yanan AteÅŸi SÃ¶ndÃ¼rdÃ¼k â€“ Demet Akal — [491, 694, 636, 701]
ad-atakan[interactable]: ATAKAN — [598, 356, 682, 375]
track-item: YandÄ±m â€“ Zara & Ibrahim Erkal - YandÄ±m â€“ Zara & Ibrahim Erkal (4:55) — [322, 1605, 818, 1621]
track-item: Vur Gitsin Beni â€“ Zara - Vur Gitsin Beni â€“ Zara (4:55) — [322, 1821, 680, 1837]
track-item: YaÄŸmurlar CanÄ±mÄ± AlsÄ±n â€“ Ä°ntizar - YaÄŸmurlar CanÄ±mÄ± AlsÄ±n â€“ Ä°ntizar (4:49) — [322, 1721, 934, 1737]
playlist-line: ♪ Yok Yok â€“ Feride Hilal AkÄ±n - Yok Yok — [811, 730, 937, 737]
track-item: YanlÄ±ÅŸÄ±msan â€“ Ayten Rasul - YanlÄ±ÅŸÄ±msan â€“ Ayten Rasul (3:14) — [322, 1533, 809, 1549]
login-button[interactable]: Giriş — [1080, 221, 1113, 237]
playlist-line: ♪ Unutmak Ä°stiyorum â€“ Ufuk Ã‡alÄ±ÅŸkan — [651, 676, 790, 683]
playlist-line: ♪ Tut Elimden â€“ Zeynep Asya - Tut Elimde — [651, 775, 783, 782]
star-icon: ★ — [148, 306, 172, 336]
track-item: YatsÄ±n YanÄ±ma â€“ GÃ¼lden Mutlu - YatsÄ±n YanÄ±ma â€“ GÃ¼lden Mutlu.mp3 (3:24) — [322, 1288, 894, 1304]
ad-borc-kredi[interactable] — [148, 306, 379, 336]
playlist-line: ♪ YÄ±llarÄ±m Gitti â€“ Ayten Rasul - YÄ±ll — [811, 739, 940, 746]
playlist-line: ♪ Yuragim Pora â€“ Shohsanam - Yuragim Por — [331, 694, 468, 701]
playlist-line: ♪ YanmadÄ±n MÄ± â€“ Aysel YakupoÄŸlu - Yan — [491, 622, 632, 629]
playlist-line: ♪ Unut Beni â€“ BengÃ¼ - Unut Beni â€“ Ben — [651, 748, 788, 755]
track-item: YalnÄ±zlÄ±ÄŸÄ±n Ã‡arkÄ±sÄ± â€“ Abdulbaki KÃ¶mÃ¼r - YalnÄ±zlÄ±ÄŸÄ±n Ã‡arkÄ±sÄ± â€“ Abdulbaki KÃ¶mÃ¼r (6:25) — [322, 1649, 1089, 1665]
playlist-line: ♪ Unuttum Eski GÃ¼nleri â€“ Reihan Angelov — [651, 658, 788, 665]
playlist-line: ♪ Tarihe GÃ¶mdÃ¼m â€“ Selim GÃ¼lgÃ¶ren - T — [651, 847, 796, 854]
post-title: ➔ En Duygusal Turkce Slow Muzikler — [322, 548, 1160, 568]
track-item: YaÄŸmur AÄŸlÄ±yor â€“ Xumar Qedimova & Mustafa Ceceli - YaÄŸmur AÄŸlÄ±yor â€“ Xumar Qedimova & Mustafa Ceceli (4:24) — [322, 1749, 1124, 1765]
track-item: Ay ParÃ§asÄ± â€“ Buray - Ay ParÃ§asÄ± â€“ Buray (3:49) — [322, 973, 684, 988]
playlist-line: ♪ YarÄ±m BÄ±raktÄ±n â€“ Cem YÄ±ldÄ±z & Adi — [811, 847, 959, 854]
playlist-line: ♪ Unutamam Dedin â€“ GÃ¼lden Mutlu - Unuta — [651, 703, 795, 710]
post-message — [318, 536, 1164, 2535]
playlist-line: ♪ Zeynebim â€“ Erkan OÄŸur - Zeynebim â€“ — [331, 640, 467, 647]
playlist-line: ♪ Ã‡imdi UzaklardasÄ±n â€“ Cemali - Ã‡imdi — [651, 874, 786, 881]
playlist-line: ♪ YaralÄ± â€“ BengÃ¼ - YaralÄ± â€“ BengÃ¼. — [331, 901, 472, 908]
playlist-line: ♪ Unutamam â€“ Yakup Ekin - Unutamam â€“ Y — [651, 712, 795, 719]
track-item: Yetinmeyi Bilir Misin â€“ Sezen Aksu - Yetinmeyi Bilir Misin â€“ Sezen Aksu (2:40) — [322, 1232, 831, 1248]
